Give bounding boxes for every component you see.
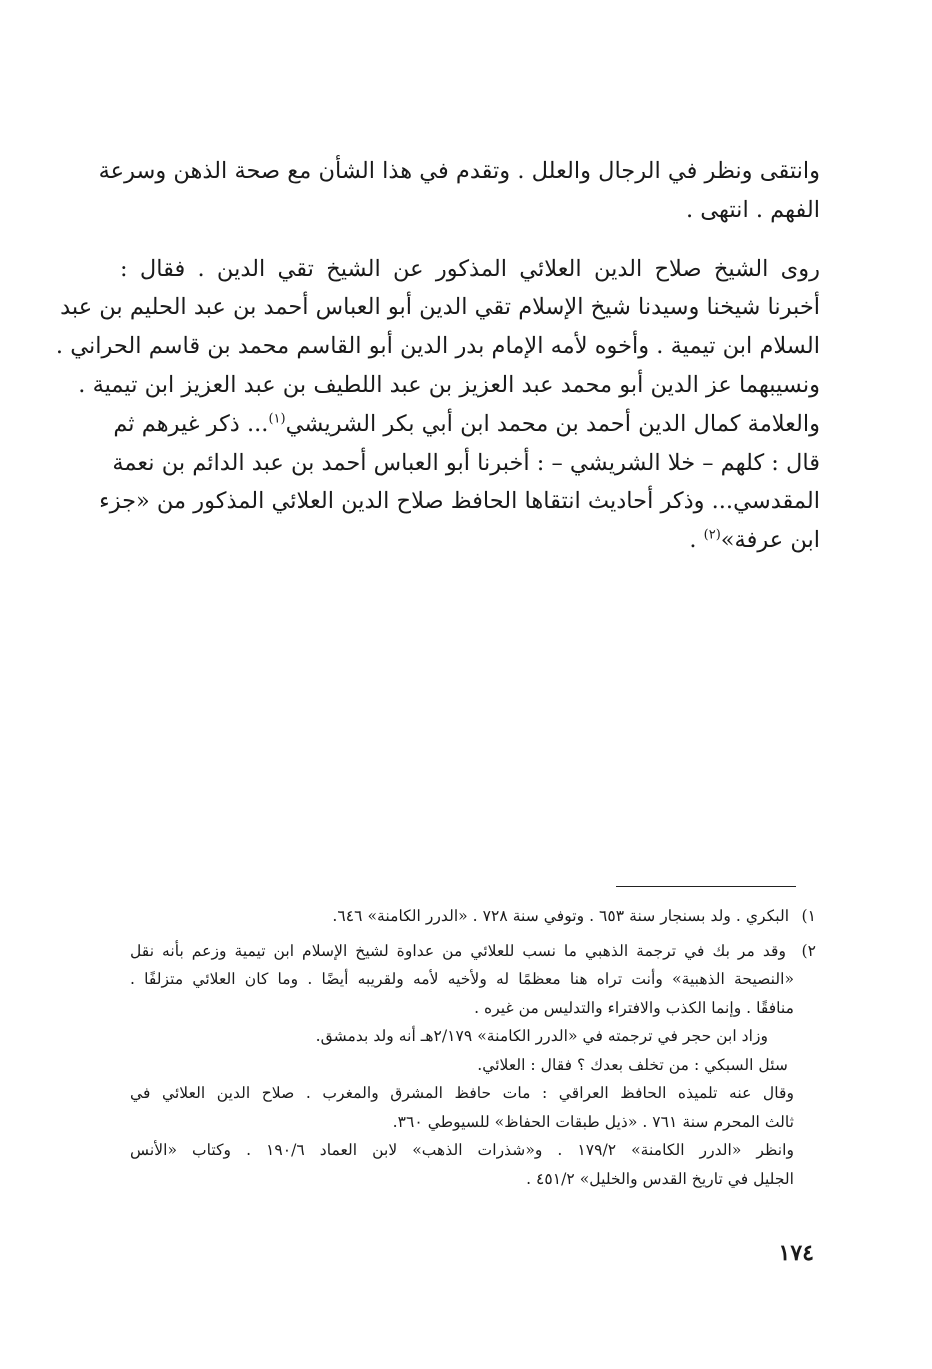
footnote-line: وانظر «الدرر الكامنة» ١٧٩/٢ . و«شذرات الذهب» لابن العماد ١٩٠/٦ . وكتاب «الأنس <box>130 1141 795 1159</box>
body-line: الفهم . انتهى . <box>685 196 820 223</box>
footnote-line: ثالث المحرم سنة ٧٦١ . «ذيل طبقات الحفاظ» للسيوطي ٣٦٠. <box>392 1112 794 1131</box>
footnote-line: سئل السبكي : من تخلف بعدك ؟ فقال : العلائي. <box>477 1055 788 1074</box>
page-number: ١٧٤ <box>778 1240 814 1266</box>
body-line: وانتقى ونظر في الرجال والعلل . وتقدم في هذا الشأن مع صحة الذهن وسرعة <box>98 158 820 184</box>
body-line: المقدسي... وذكر أحاديث انتقاها الحافظ صلاح الدين العلائي المذكور من «جزء <box>99 488 820 515</box>
footnote-line: وزاد ابن حجر في ترجمته في «الدرر الكامنة» ٢/١٧٩هـ أنه ولد بدمشق. <box>315 1027 768 1045</box>
footnote-line: الجليل في تاريخ القدس والخليل» ٤٥١/٢ . <box>526 1169 794 1188</box>
footnotes <box>130 902 816 1193</box>
footnote-2: ٢) وقد مر بك في ترجمة الذهبي ما نسب للعلائي من عداوة لشيخ الإسلام ابن تيمية وزعم بأنه نقل <box>130 941 816 960</box>
body-line: قال : كلهم – خلا الشريشي – : أخبرنا أبو العباس أحمد بن عبد الدائم بن نعمة <box>112 449 820 476</box>
footnote-line: منافقًا . وإنما الكذب والافتراء والتدليس من غيره . <box>474 998 794 1017</box>
body-line: السلام ابن تيمية . وأخوه لأمه الإمام بدر الدين أبو القاسم محمد بن قاسم الحراني . <box>55 333 820 360</box>
footnote-separator <box>616 886 796 887</box>
body-line: ونسيبهما عز الدين أبو محمد عبد العزيز بن عبد اللطيف بن عبد العزيز ابن تيمية . <box>78 371 820 398</box>
body-line: روى الشيخ صلاح الدين العلائي المذكور عن الشيخ تقي الدين . فقال : <box>120 255 820 282</box>
body-line: أخبرنا شيخنا وسيدنا شيخ الإسلام تقي الدين أبو العباس أحمد بن عبد الحليم بن عبد <box>60 294 820 321</box>
footnote-marker-2: (٢) <box>703 527 721 543</box>
footnote-line: «النصيحة الذهبية» وأنت تراه هنا معظمًا له ولأخيه لأمه ولقريبه أيضًا . وما كان العلائي متزلفًا . <box>130 970 794 988</box>
footnote-line: وقال عنه تلميذه الحافظ العراقي : مات حافظ المشرق والمغرب . صلاح الدين العلائي في <box>130 1084 794 1102</box>
main-text <box>55 152 820 560</box>
footnote-marker-1: (١) <box>268 411 286 427</box>
body-line: ابن عرفة»$^{(٢)}$ . <box>689 527 820 554</box>
body-line: والعلامة كمال الدين أحمد بن محمد ابن أبي بكر الشريشي$^{(١)}$... ذكر غيرهم ثم <box>113 410 820 437</box>
footnote-1: ١) البكري . ولد بسنجار سنة ٦٥٣ . وتوفي سنة ٧٢٨ . «الدرر الكامنة» ٦٤٦. <box>332 907 816 925</box>
